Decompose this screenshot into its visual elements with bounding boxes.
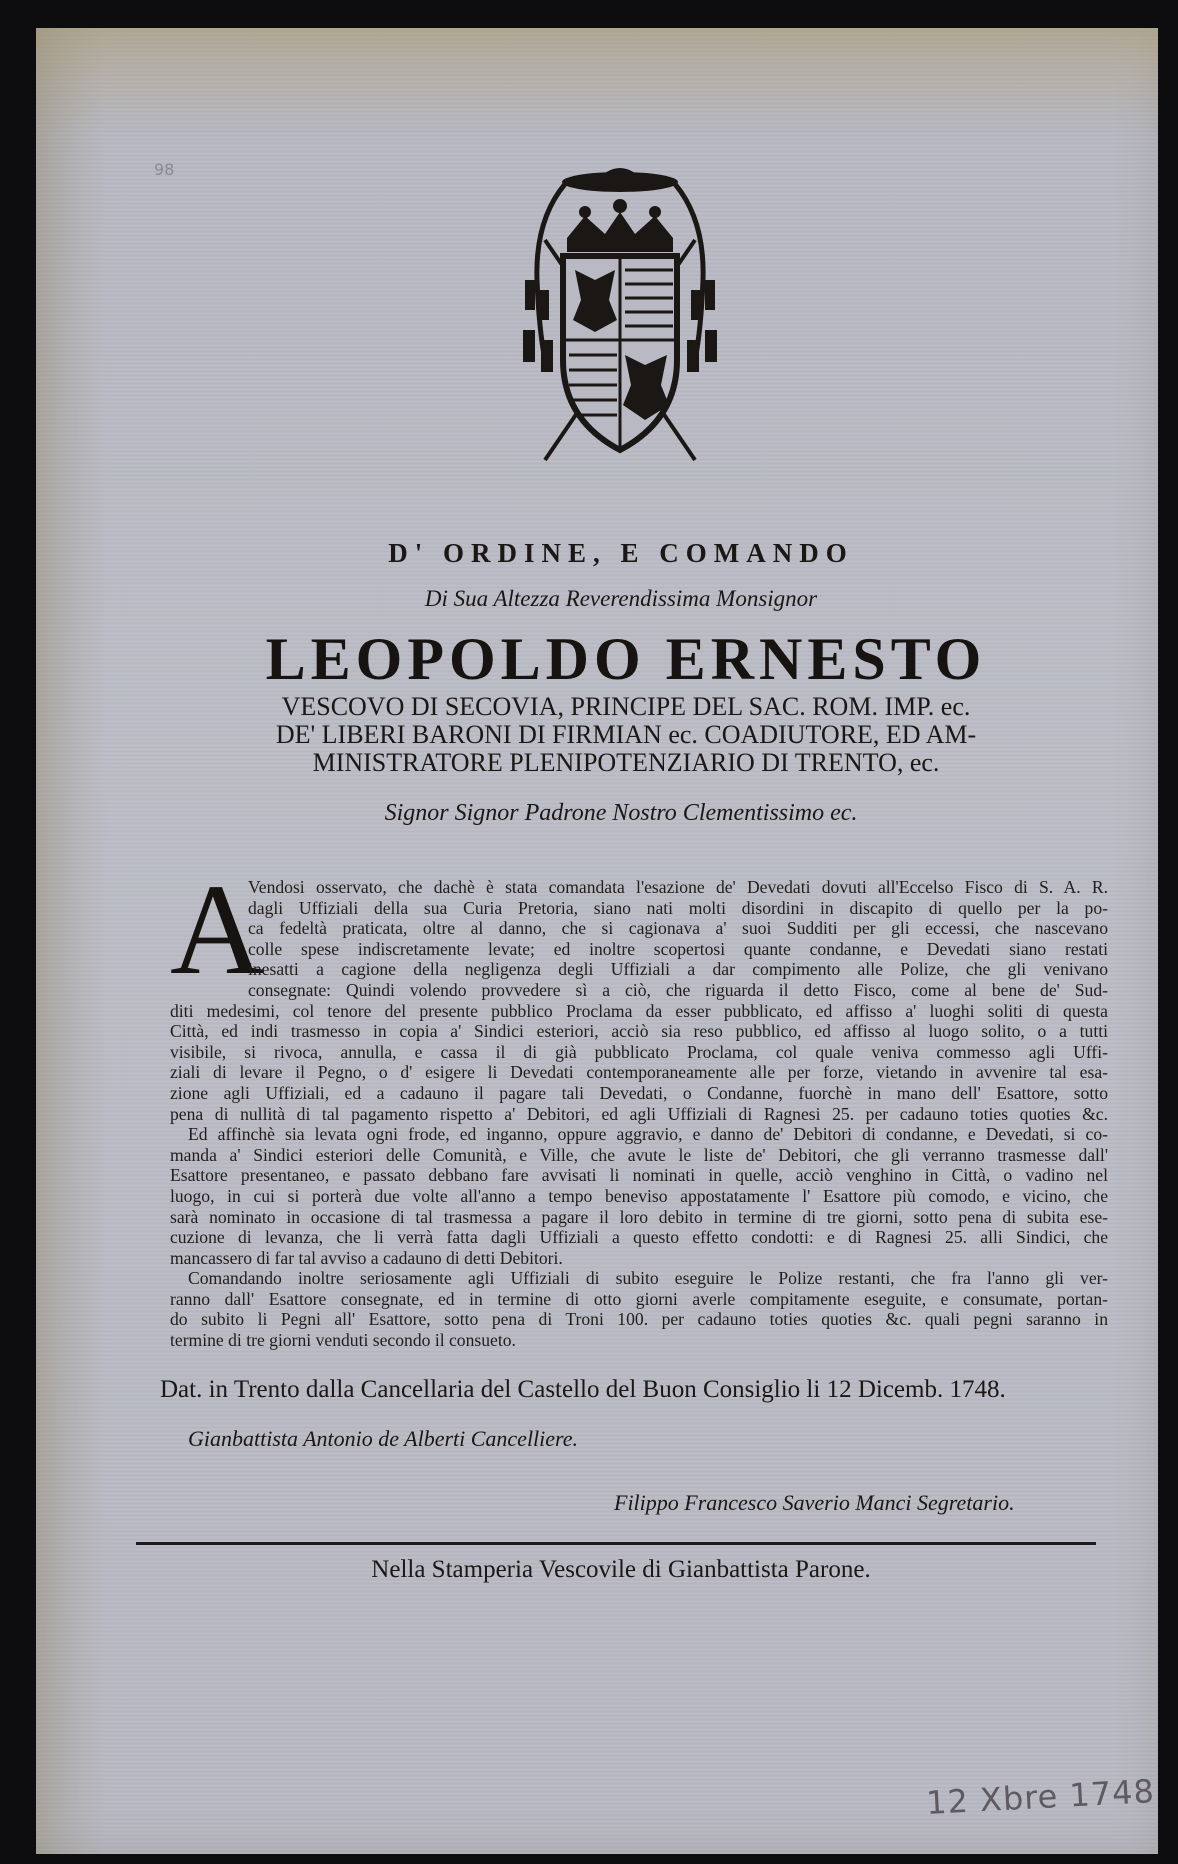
- body-line: sarà nominato in occasione di tal trasmessa a pagare il loro debito in termine di tre giorni, sotto pena di subita ese-: [170, 1206, 1108, 1227]
- body-line: pena di nullità di tal pagamento rispetto a' Debitori, ed agli Uffiziali di Ragnesi 25. per cadauno toties quoties &c.: [170, 1103, 1108, 1124]
- pencil-mark: 98: [154, 160, 175, 179]
- body-line: dagli Uffiziali della sua Curia Pretoria, siano nati molti disordini in discapito di quello per la po-: [248, 897, 1108, 918]
- body-line: zione agli Uffiziali, ed a cadauno il pagare tali Devedati, o Condanne, fuorchè in mano dell' Esattore, sotto: [170, 1082, 1108, 1103]
- drop-cap: A: [170, 858, 264, 1002]
- heading-subtitle: Di Sua Altezza Reverendissima Monsignor: [424, 586, 818, 611]
- body-line: Vendosi osservato, che dachè è stata comandata l'esazione de' Devedati dovuti all'Eccelso Fisco di S. A. R.: [248, 877, 1108, 897]
- body-line: Comandando inoltre seriosamente agli Uffiziali di subito eseguire le Polize restanti, che fra l'anno gli ver-: [188, 1268, 1108, 1289]
- heading-title-line: DE' LIBERI BARONI DI FIRMIAN ec. COADIUTORE, ED AM-: [275, 720, 977, 749]
- coat-of-arms-icon: [505, 160, 735, 470]
- body-line: Ed affinchè sia levata ogni frode, ed inganno, oppure aggravio, e danno de' Debitori di condanne, e Devedati, si co-: [188, 1124, 1108, 1145]
- signature-chancellor: Gianbattista Antonio de Alberti Cancelliere.: [188, 1426, 579, 1451]
- body-line: diti medesimi, col tenore del presente pubblico Proclama da esser pubblicato, ed affisso a' luoghi soliti di questa: [170, 1000, 1108, 1021]
- body-line: colle spese indiscretamente levate; ed inoltre scopertosi quante condanne, e Devedati siano restati: [248, 938, 1108, 959]
- heading-titles: [140, 693, 1112, 777]
- body-line: mancassero di far tal avviso a cadauno di detti Debitori.: [170, 1247, 563, 1268]
- body-line: ca fedeltà praticata, oltre al danno, che si cagionava a' suoi Sudditi per gli eccessi, che nascevano: [248, 918, 1108, 939]
- heading-title-line: VESCOVO DI SECOVIA, PRINCIPE DEL SAC. ROM. IMP. ec.: [281, 692, 971, 721]
- body-line: inesatti a cagione della negligenza degli Uffiziali a dar compimento alle Polize, che gli venivano: [248, 959, 1108, 980]
- printer-imprint: Nella Stamperia Vescovile di Gianbattista Parone.: [371, 1556, 871, 1583]
- body-line: Esattore presentaneo, e passato debbano fare avvisati li nominati in quelle, acciò venghino in Città, o vadino nel: [170, 1165, 1108, 1186]
- paper-stain: [36, 28, 1158, 138]
- body-line: manda a' Sindici esteriori delle Comunità, e Ville, che avute le liste de' Debitori, che gli verranno trasmesse dall': [170, 1144, 1108, 1165]
- body-line: luogo, in cui si porterà due volte all'anno a tempo beneviso appostatamente l' Esattore più comodo, e vicino, che: [170, 1185, 1108, 1206]
- body-line: ranno dall' Esattore consegnate, ed in termine di otto giorni averle compitamente eseguite, e consumate, portan-: [170, 1288, 1108, 1309]
- body-line: cuzione di levanza, che li verrà fatta dagli Uffiziali a questo effetto condotti: e di Ragnesi 25. alli Sindici, che: [170, 1227, 1108, 1248]
- body-line: ziali di levare il Pegno, o d' esigere li Devedati contemporaneamente alle per forze, vietando in avvenire tal esa-: [170, 1062, 1108, 1083]
- body-line: do subito li Pegni all' Esattore, sotto pena di Troni 100. per cadauno toties quoties &c. quali pegni saranno in: [170, 1309, 1108, 1330]
- body-line: consegnate: Quindi volendo provvedere sì a ciò, che riguarda il detto Fisco, come al bene de' Sud-: [248, 979, 1108, 1000]
- heading-title-line: MINISTRATORE PLENIPOTENZIARIO DI TRENTO, ec.: [312, 748, 940, 777]
- heading-name: LEOPOLDO ERNESTO: [265, 626, 987, 692]
- body-line: termine di tre giorni venduti secondo il consueto.: [170, 1330, 516, 1351]
- signature-secretary: Filippo Francesco Saverio Manci Segretario.: [614, 1490, 1015, 1515]
- body-line: Città, ed indi trasmesso in copia a' Sindici esteriori, acciò sia reso pubblico, ed affisso al luogo solito, o a tutti: [170, 1021, 1108, 1042]
- divider-rule: [136, 1542, 1096, 1545]
- handwritten-date-note: 12 Xbre 1748: [925, 1772, 1156, 1822]
- body-line: visibile, si rivoca, annulla, e cassa il di già pubblicato Proclama, col quale veniva commesso agli Uffi-: [170, 1041, 1108, 1062]
- salutation: Signor Signor Padrone Nostro Clementissimo ec.: [384, 800, 858, 826]
- date-line: Dat. in Trento dalla Cancellaria del Castello del Buon Consiglio li 12 Dicemb. 1748.: [160, 1376, 1006, 1403]
- proclamation-body: [170, 858, 1108, 1351]
- heading-order: D' ORDINE, E COMANDO: [388, 538, 854, 568]
